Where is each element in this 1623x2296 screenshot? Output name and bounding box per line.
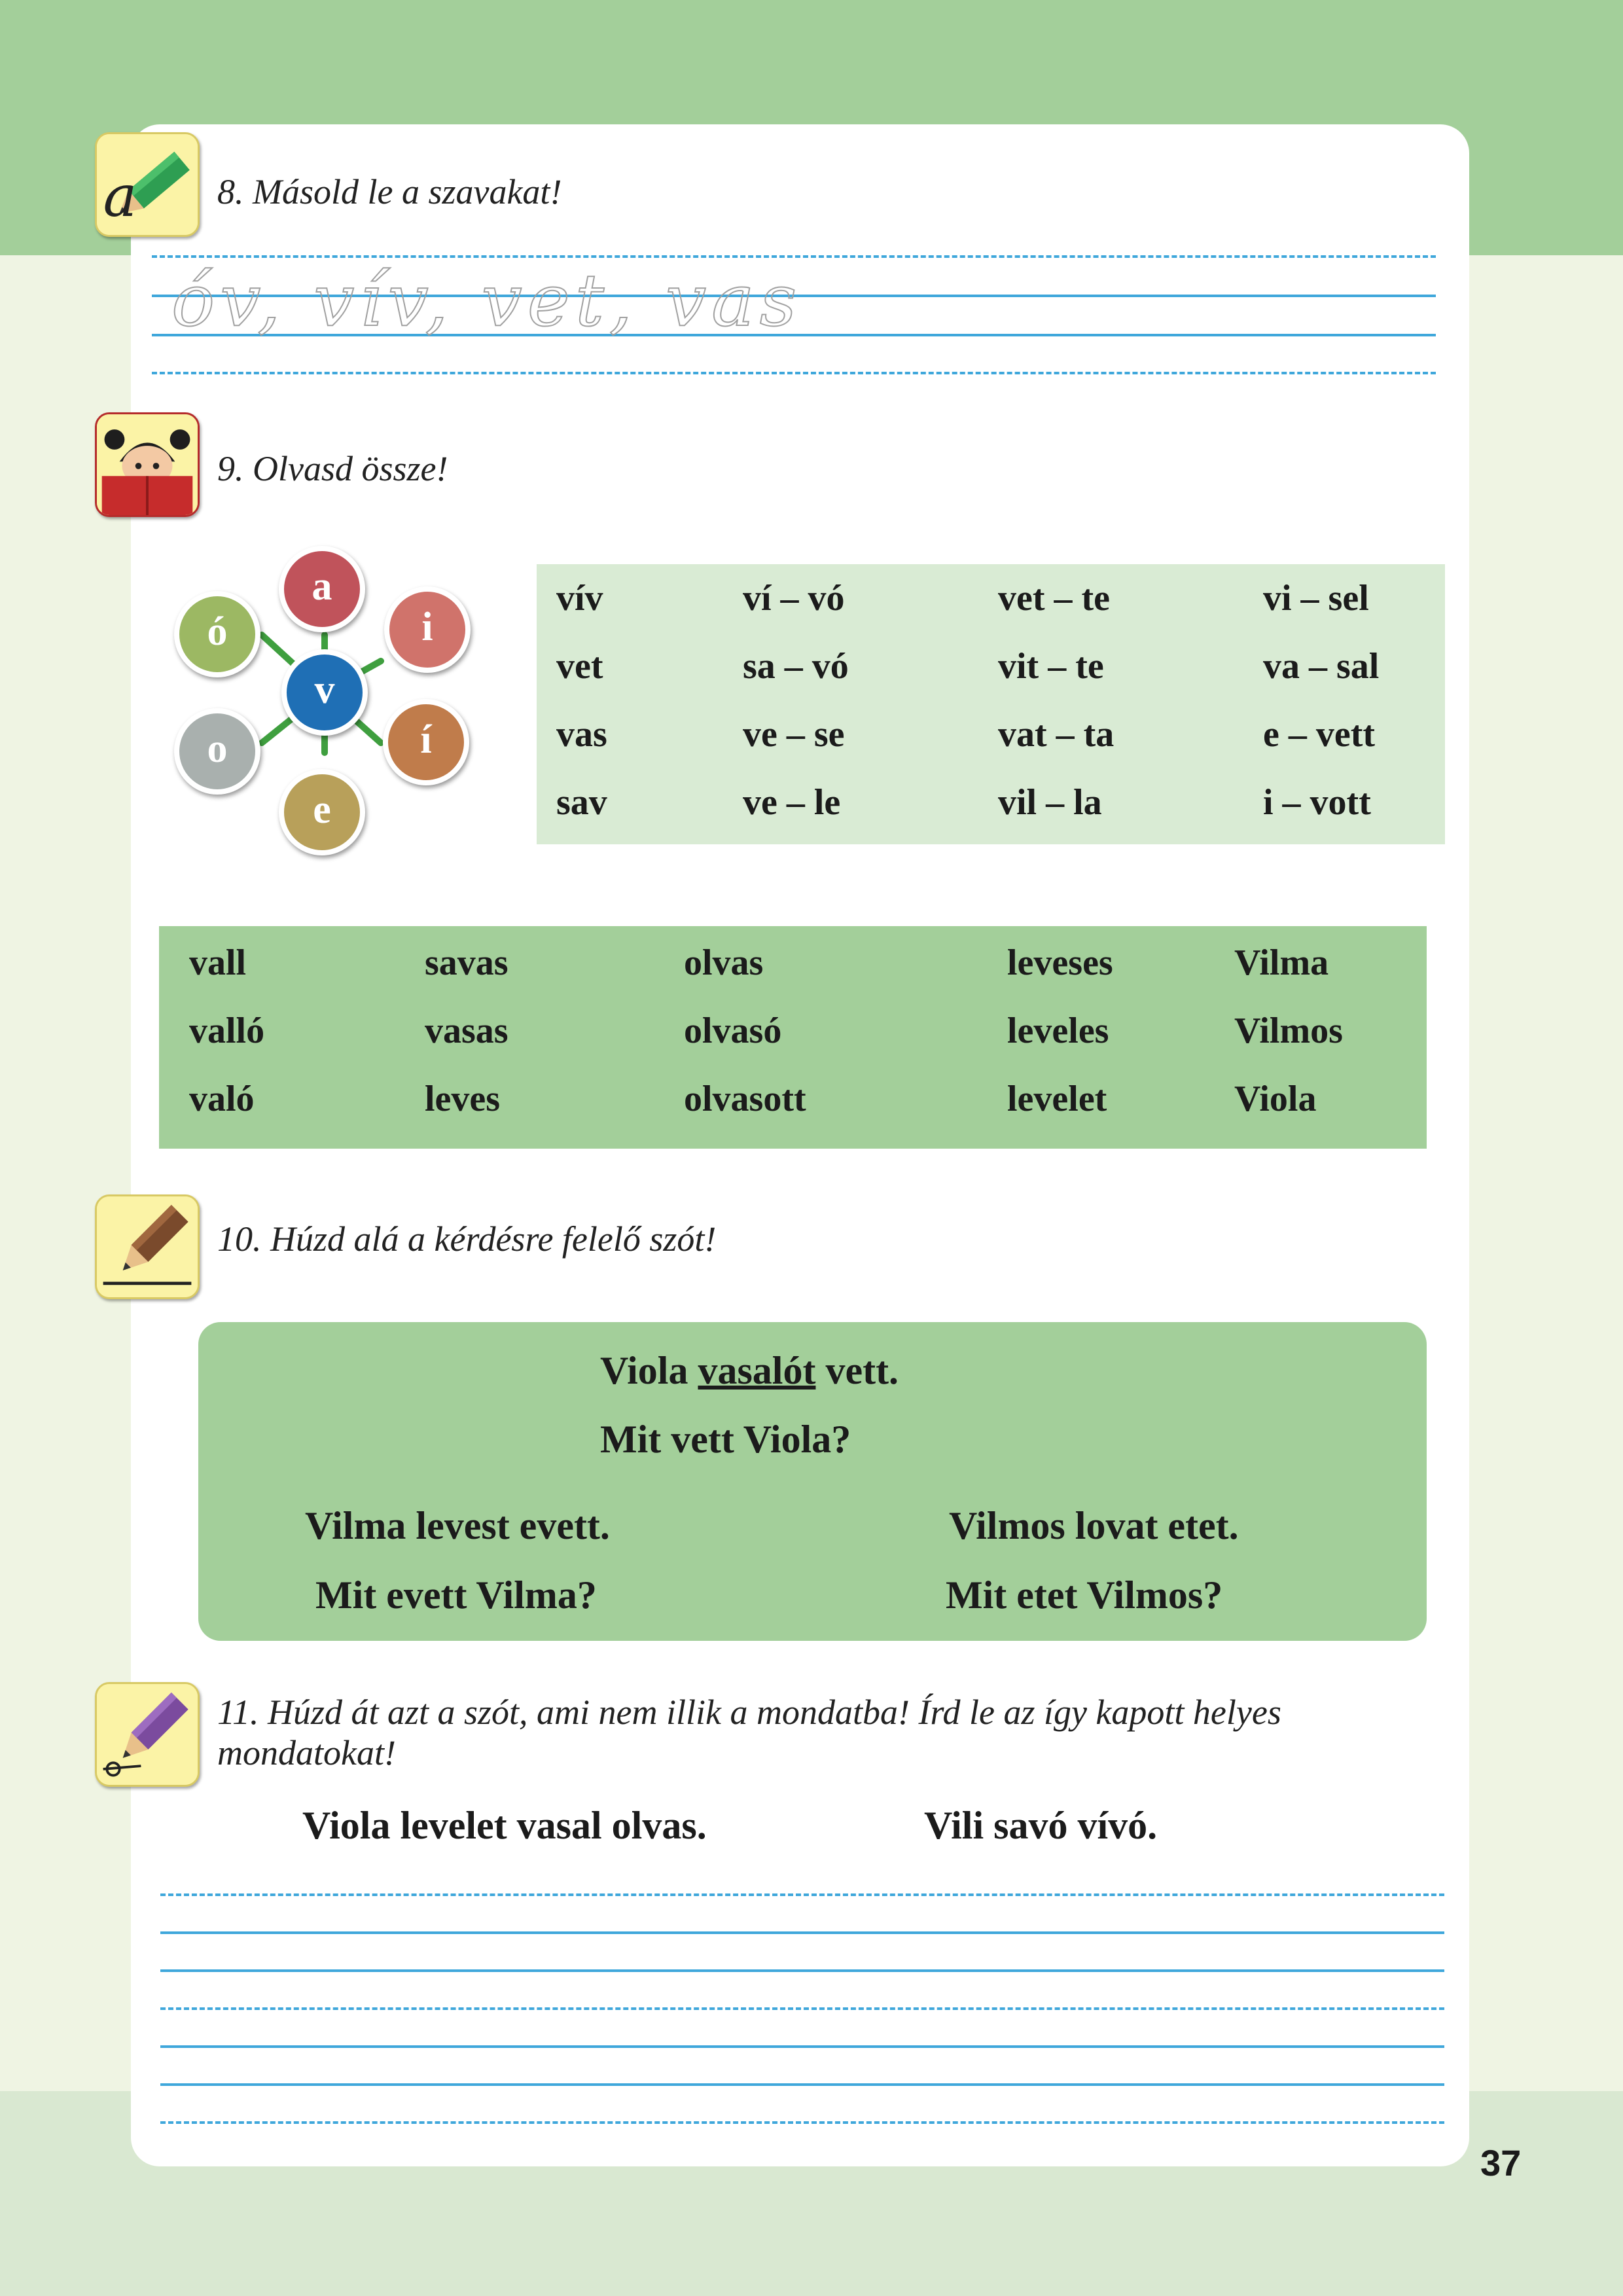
syllable-cell: vas <box>556 714 607 755</box>
syllable-cell: va – sal <box>1263 646 1380 687</box>
petal-a: a <box>279 546 365 632</box>
word-cell: való <box>189 1079 255 1119</box>
page-number: 37 <box>1480 2142 1522 2183</box>
task8-title: 8. Másold le a szavakat! <box>217 172 562 211</box>
petal-o: o <box>174 708 260 795</box>
petal-e: e <box>279 769 365 855</box>
syllable-cell: i – vott <box>1263 782 1371 823</box>
letter-flower <box>164 537 504 877</box>
example-after: vett. <box>815 1349 899 1392</box>
example-underlined-word: vasalót <box>698 1349 816 1392</box>
pencil-underline-icon <box>95 1194 200 1299</box>
word-cell: Vilma <box>1234 942 1329 983</box>
petal-o-accent: ó <box>174 591 260 677</box>
right-sentence[interactable]: Vilmos lovat etet. <box>949 1504 1239 1547</box>
left-sentence[interactable]: Vilma levest evett. <box>305 1504 610 1547</box>
word-cell: vall <box>189 942 247 983</box>
task11-writing-lines[interactable] <box>160 1893 1444 2123</box>
syllable-cell: ví – vó <box>743 578 845 619</box>
syllable-cell: ve – le <box>743 782 841 823</box>
syllable-cell: e – vett <box>1263 714 1376 755</box>
pencil-crossout-icon <box>95 1682 200 1787</box>
word-table <box>159 926 1427 1149</box>
left-question: Mit evett Vilma? <box>315 1573 597 1617</box>
task9-title: 9. Olvasd össze! <box>217 449 448 488</box>
word-cell: olvasó <box>684 1011 782 1051</box>
task10-title: 10. Húzd alá a kérdésre felelő szót! <box>217 1219 717 1259</box>
svg-text:a: a <box>103 164 137 230</box>
petal-i: i <box>384 586 471 673</box>
word-cell: savas <box>425 942 508 983</box>
syllable-cell: vat – ta <box>998 714 1115 755</box>
syllable-cell: vív <box>556 578 603 619</box>
example-before: Viola <box>600 1349 698 1392</box>
syllable-cell: vil – la <box>998 782 1102 823</box>
pencil-writing-icon <box>95 132 200 237</box>
word-cell: leves <box>425 1079 501 1119</box>
flower-center: v <box>281 649 368 736</box>
petal-i-accent: í <box>383 699 469 785</box>
word-cell: leveles <box>1007 1011 1109 1051</box>
syllable-cell: sav <box>556 782 607 823</box>
sentence-2[interactable]: Vili savó vívó. <box>924 1804 1158 1847</box>
girl-reading-book-icon <box>95 412 200 517</box>
task11-title: 11. Húzd át azt a szót, ami nem illik a mondatba! Írd le az így kapott helyes mondatokat! <box>217 1693 1281 1772</box>
word-cell: valló <box>189 1011 265 1051</box>
word-cell: olvas <box>684 942 764 983</box>
syllable-cell: vit – te <box>998 646 1104 687</box>
right-question: Mit etet Vilmos? <box>946 1573 1223 1617</box>
word-cell: leveses <box>1007 942 1113 983</box>
syllable-cell: vet – te <box>998 578 1111 619</box>
syllable-cell: vi – sel <box>1263 578 1369 619</box>
syllable-table <box>537 564 1445 844</box>
example-sentence <box>600 1348 899 1393</box>
syllable-cell: sa – vó <box>743 646 849 687</box>
sentence-1[interactable]: Viola levelet vasal olvas. <box>302 1804 707 1847</box>
cursive-sample: óv, vív, vet, vas <box>171 259 802 342</box>
word-cell: vasas <box>425 1011 508 1051</box>
syllable-cell: ve – se <box>743 714 845 755</box>
word-cell: Viola <box>1234 1079 1317 1119</box>
word-cell: Vilmos <box>1234 1011 1343 1051</box>
word-cell: olvasott <box>684 1079 806 1119</box>
example-question: Mit vett Viola? <box>600 1418 851 1461</box>
word-cell: levelet <box>1007 1079 1107 1119</box>
syllable-cell: vet <box>556 646 603 687</box>
